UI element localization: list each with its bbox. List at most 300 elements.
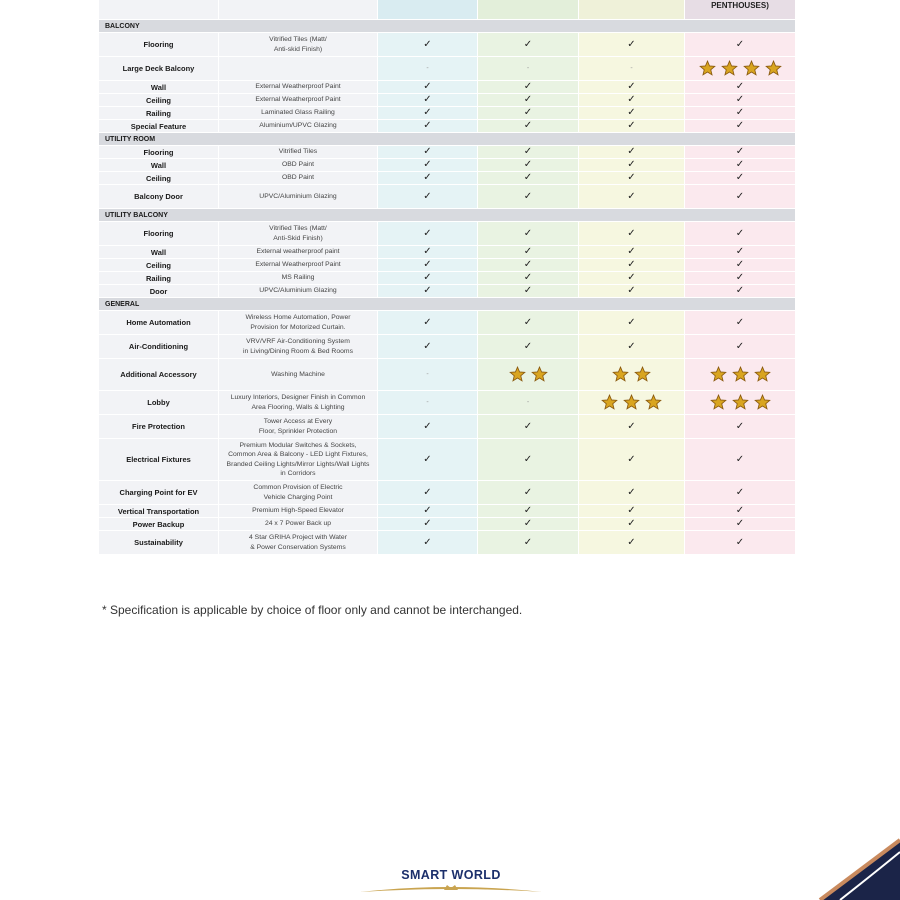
check-icon: ✓ xyxy=(523,505,533,516)
check-icon: ✓ xyxy=(523,81,533,92)
check-icon: ✓ xyxy=(523,285,533,296)
check-icon: ✓ xyxy=(735,272,745,283)
availability-cell xyxy=(685,222,795,245)
check-icon: ✓ xyxy=(523,486,533,498)
brand-logo xyxy=(356,860,546,900)
table-row xyxy=(99,107,795,120)
feature-spec: Common Provision of Electric Vehicle Charging Point xyxy=(219,481,378,504)
availability-cell xyxy=(579,439,685,480)
availability-cell xyxy=(685,531,795,554)
availability-cell xyxy=(478,505,579,517)
availability-cell xyxy=(478,518,579,530)
check-icon: ✓ xyxy=(627,316,636,328)
check-icon: ✓ xyxy=(523,340,533,352)
availability-cell xyxy=(478,481,579,504)
check-icon: ✓ xyxy=(627,453,636,465)
availability-cell xyxy=(579,172,685,184)
check-icon: ✓ xyxy=(523,94,533,105)
feature-name: Flooring xyxy=(99,146,219,158)
star-icon xyxy=(531,366,548,383)
table-row xyxy=(99,531,795,555)
dash-icon: - xyxy=(426,65,429,72)
feature-name: Balcony Door xyxy=(99,185,219,208)
section-header: UTILITY ROOM xyxy=(99,133,795,146)
header-cell-type-2 xyxy=(478,0,579,19)
star-icon xyxy=(634,366,651,383)
check-icon: ✓ xyxy=(523,159,533,170)
check-icon: ✓ xyxy=(423,38,432,50)
availability-cell xyxy=(685,107,795,119)
availability-cell xyxy=(579,246,685,258)
check-icon: ✓ xyxy=(627,518,636,529)
table-row xyxy=(99,120,795,133)
star-icon xyxy=(765,60,782,77)
check-icon: ✓ xyxy=(423,159,432,170)
availability-cell xyxy=(478,246,579,258)
availability-cell xyxy=(579,391,685,414)
table-row xyxy=(99,81,795,94)
availability-cell xyxy=(579,185,685,208)
check-icon: ✓ xyxy=(735,340,745,352)
check-icon: ✓ xyxy=(627,190,636,202)
availability-cell xyxy=(685,120,795,132)
availability-cell xyxy=(685,33,795,56)
check-icon: ✓ xyxy=(627,120,636,131)
availability-cell xyxy=(685,172,795,184)
availability-cell xyxy=(478,311,579,334)
feature-name: Home Automation xyxy=(99,311,219,334)
availability-cell xyxy=(478,107,579,119)
feature-name: Power Backup xyxy=(99,518,219,530)
availability-cell xyxy=(685,81,795,93)
check-icon: ✓ xyxy=(627,107,636,118)
table-row xyxy=(99,415,795,439)
check-icon: ✓ xyxy=(627,259,636,270)
feature-spec: MS Railing xyxy=(219,272,378,284)
check-icon: ✓ xyxy=(735,94,745,105)
table-body xyxy=(99,20,795,555)
availability-cell xyxy=(378,311,478,334)
availability-cell xyxy=(478,391,579,414)
availability-cell xyxy=(579,415,685,438)
check-icon: ✓ xyxy=(627,486,636,498)
check-icon: ✓ xyxy=(423,227,432,239)
availability-cell xyxy=(378,120,478,132)
check-icon: ✓ xyxy=(423,272,432,283)
star-icon xyxy=(601,394,618,411)
availability-cell xyxy=(579,285,685,297)
availability-cell xyxy=(478,159,579,171)
availability-cell xyxy=(378,285,478,297)
check-icon: ✓ xyxy=(523,227,533,239)
check-icon: ✓ xyxy=(423,120,432,131)
availability-cell xyxy=(685,439,795,480)
feature-spec xyxy=(219,57,378,80)
availability-cell xyxy=(478,120,579,132)
feature-name: Ceiling xyxy=(99,94,219,106)
check-icon: ✓ xyxy=(735,518,745,529)
check-icon: ✓ xyxy=(627,246,636,257)
availability-cell xyxy=(579,359,685,390)
availability-cell xyxy=(579,222,685,245)
check-icon: ✓ xyxy=(735,486,745,498)
check-icon: ✓ xyxy=(735,285,745,296)
check-icon: ✓ xyxy=(735,146,745,157)
availability-cell xyxy=(478,146,579,158)
star-rating xyxy=(710,366,771,383)
availability-cell xyxy=(478,81,579,93)
star-icon xyxy=(710,394,727,411)
check-icon: ✓ xyxy=(423,146,432,157)
star-icon xyxy=(710,366,727,383)
check-icon: ✓ xyxy=(423,172,432,183)
availability-cell xyxy=(378,33,478,56)
availability-cell xyxy=(378,81,478,93)
check-icon: ✓ xyxy=(523,190,533,202)
check-icon: ✓ xyxy=(627,227,636,239)
availability-cell xyxy=(579,311,685,334)
star-rating xyxy=(612,366,651,383)
feature-name: Air-Conditioning xyxy=(99,335,219,358)
check-icon: ✓ xyxy=(423,190,432,202)
dash-icon: - xyxy=(526,399,530,406)
star-icon xyxy=(612,366,629,383)
availability-cell xyxy=(685,505,795,517)
availability-cell xyxy=(478,335,579,358)
check-icon: ✓ xyxy=(423,316,432,328)
check-icon: ✓ xyxy=(735,159,745,170)
availability-cell xyxy=(579,94,685,106)
availability-cell xyxy=(478,172,579,184)
logo-swoosh-icon xyxy=(356,880,546,900)
star-icon xyxy=(699,60,716,77)
feature-spec: Luxury Interiors, Designer Finish in Common Area Flooring, Walls & Lighting xyxy=(219,391,378,414)
availability-cell xyxy=(579,107,685,119)
brand-name: SMART WORLD xyxy=(401,868,501,882)
feature-spec: OBD Paint xyxy=(219,172,378,184)
check-icon: ✓ xyxy=(523,316,533,328)
table-row xyxy=(99,272,795,285)
check-icon: ✓ xyxy=(523,420,533,432)
availability-cell xyxy=(378,146,478,158)
table-row xyxy=(99,285,795,298)
feature-name: Wall xyxy=(99,81,219,93)
table-row xyxy=(99,259,795,272)
feature-spec: Tower Access at Every Floor, Sprinkler Protection xyxy=(219,415,378,438)
check-icon: ✓ xyxy=(523,518,533,529)
section-header: UTILITY BALCONY xyxy=(99,209,795,222)
star-rating xyxy=(710,394,771,411)
availability-cell xyxy=(579,81,685,93)
availability-cell xyxy=(478,33,579,56)
feature-name: Electrical Fixtures xyxy=(99,439,219,480)
feature-name: Fire Protection xyxy=(99,415,219,438)
check-icon: ✓ xyxy=(735,227,745,239)
availability-cell xyxy=(685,311,795,334)
check-icon: ✓ xyxy=(423,518,432,529)
availability-cell xyxy=(478,57,579,80)
specification-table xyxy=(99,0,795,555)
table-row xyxy=(99,391,795,415)
availability-cell xyxy=(685,518,795,530)
star-icon xyxy=(732,366,749,383)
availability-cell xyxy=(579,531,685,554)
check-icon: ✓ xyxy=(523,536,533,548)
availability-cell xyxy=(478,259,579,271)
footnote: * Specification is applicable by choice of floor only and cannot be interchanged. xyxy=(102,603,523,617)
feature-name: Additional Accessory xyxy=(99,359,219,390)
availability-cell xyxy=(685,391,795,414)
availability-cell xyxy=(378,518,478,530)
header-cell-spec xyxy=(219,0,378,19)
feature-name: Flooring xyxy=(99,33,219,56)
availability-cell xyxy=(579,259,685,271)
availability-cell xyxy=(378,481,478,504)
feature-spec: Premium Modular Switches & Sockets, Common Area & Balcony - LED Light Fixtures, Branded Ceiling Lights/Mirror Lights/Wall Lights in Corridors xyxy=(219,439,378,480)
check-icon: ✓ xyxy=(627,272,636,283)
table-row xyxy=(99,57,795,81)
availability-cell xyxy=(685,335,795,358)
table-row xyxy=(99,185,795,209)
availability-cell xyxy=(579,505,685,517)
star-icon xyxy=(743,60,760,77)
availability-cell xyxy=(478,285,579,297)
feature-spec: Premium High-Speed Elevator xyxy=(219,505,378,517)
star-icon xyxy=(721,60,738,77)
availability-cell xyxy=(579,335,685,358)
availability-cell xyxy=(378,359,478,390)
check-icon: ✓ xyxy=(523,146,533,157)
table-row xyxy=(99,505,795,518)
availability-cell xyxy=(579,120,685,132)
header-cell-penthouses: PENTHOUSES) xyxy=(685,0,795,19)
table-row xyxy=(99,246,795,259)
check-icon: ✓ xyxy=(423,420,432,432)
header-cell-type-3 xyxy=(579,0,685,19)
check-icon: ✓ xyxy=(523,453,533,465)
table-row xyxy=(99,94,795,107)
feature-name: Ceiling xyxy=(99,172,219,184)
availability-cell xyxy=(685,359,795,390)
check-icon: ✓ xyxy=(735,505,745,516)
check-icon: ✓ xyxy=(423,486,432,498)
section-header: GENERAL xyxy=(99,298,795,311)
feature-spec: OBD Paint xyxy=(219,159,378,171)
availability-cell xyxy=(378,335,478,358)
check-icon: ✓ xyxy=(627,146,636,157)
check-icon: ✓ xyxy=(423,340,432,352)
feature-spec: Washing Machine xyxy=(219,359,378,390)
feature-spec: UPVC/Aluminium Glazing xyxy=(219,285,378,297)
availability-cell xyxy=(685,185,795,208)
check-icon: ✓ xyxy=(523,246,533,257)
availability-cell xyxy=(378,391,478,414)
table-row xyxy=(99,222,795,246)
table-row xyxy=(99,146,795,159)
availability-cell xyxy=(685,146,795,158)
availability-cell xyxy=(378,415,478,438)
corner-decoration-icon xyxy=(800,830,900,900)
star-icon xyxy=(732,394,749,411)
availability-cell xyxy=(378,94,478,106)
feature-name: Railing xyxy=(99,272,219,284)
feature-spec: Vitrified Tiles xyxy=(219,146,378,158)
availability-cell xyxy=(478,94,579,106)
availability-cell xyxy=(685,481,795,504)
check-icon: ✓ xyxy=(423,107,432,118)
feature-spec: Vitrified Tiles (Matt/ Anti-Skid Finish) xyxy=(219,222,378,245)
feature-spec: 24 x 7 Power Back up xyxy=(219,518,378,530)
feature-name: Door xyxy=(99,285,219,297)
availability-cell xyxy=(378,185,478,208)
availability-cell xyxy=(378,172,478,184)
availability-cell xyxy=(685,246,795,258)
availability-cell xyxy=(378,439,478,480)
check-icon: ✓ xyxy=(627,172,636,183)
availability-cell xyxy=(579,146,685,158)
availability-cell xyxy=(579,272,685,284)
dash-icon: - xyxy=(426,399,429,406)
feature-spec: External weatherproof paint xyxy=(219,246,378,258)
feature-spec: Laminated Glass Railing xyxy=(219,107,378,119)
star-rating xyxy=(509,366,548,383)
feature-spec: Vitrified Tiles (Matt/ Anti-skid Finish) xyxy=(219,33,378,56)
check-icon: ✓ xyxy=(735,453,745,465)
availability-cell xyxy=(378,246,478,258)
check-icon: ✓ xyxy=(523,172,533,183)
dash-icon: - xyxy=(630,65,633,72)
table-row xyxy=(99,172,795,185)
check-icon: ✓ xyxy=(735,81,745,92)
availability-cell xyxy=(378,57,478,80)
feature-name: Special Feature xyxy=(99,120,219,132)
star-icon xyxy=(754,394,771,411)
availability-cell xyxy=(579,518,685,530)
feature-name: Wall xyxy=(99,159,219,171)
availability-cell xyxy=(478,439,579,480)
check-icon: ✓ xyxy=(627,38,636,50)
availability-cell xyxy=(378,159,478,171)
availability-cell xyxy=(579,159,685,171)
header-cell-type-1 xyxy=(378,0,478,19)
feature-spec: 4 Star GRIHA Project with Water & Power Conservation Systems xyxy=(219,531,378,554)
feature-spec: Wireless Home Automation, Power Provision for Motorized Curtain. xyxy=(219,311,378,334)
availability-cell xyxy=(378,272,478,284)
feature-spec: UPVC/Aluminium Glazing xyxy=(219,185,378,208)
availability-cell xyxy=(478,531,579,554)
availability-cell xyxy=(685,285,795,297)
check-icon: ✓ xyxy=(423,81,432,92)
check-icon: ✓ xyxy=(735,420,745,432)
check-icon: ✓ xyxy=(423,285,432,296)
check-icon: ✓ xyxy=(735,536,745,548)
table-row xyxy=(99,33,795,57)
star-icon xyxy=(754,366,771,383)
feature-spec: External Weatherproof Paint xyxy=(219,81,378,93)
star-icon xyxy=(645,394,662,411)
availability-cell xyxy=(378,259,478,271)
availability-cell xyxy=(579,33,685,56)
availability-cell xyxy=(378,531,478,554)
feature-spec: VRV/VRF Air-Conditioning System in Living/Dining Room & Bed Rooms xyxy=(219,335,378,358)
feature-name: Railing xyxy=(99,107,219,119)
feature-spec: External Weatherproof Paint xyxy=(219,94,378,106)
availability-cell xyxy=(378,505,478,517)
feature-name: Vertical Transportation xyxy=(99,505,219,517)
availability-cell xyxy=(685,259,795,271)
check-icon: ✓ xyxy=(523,38,533,50)
availability-cell xyxy=(579,481,685,504)
check-icon: ✓ xyxy=(523,272,533,283)
table-row xyxy=(99,335,795,359)
availability-cell xyxy=(478,415,579,438)
table-row xyxy=(99,518,795,531)
feature-spec: Aluminium/UPVC Glazing xyxy=(219,120,378,132)
feature-name: Flooring xyxy=(99,222,219,245)
check-icon: ✓ xyxy=(523,120,533,131)
check-icon: ✓ xyxy=(735,259,745,270)
check-icon: ✓ xyxy=(423,453,432,465)
check-icon: ✓ xyxy=(735,316,745,328)
star-rating xyxy=(601,394,662,411)
check-icon: ✓ xyxy=(627,420,636,432)
check-icon: ✓ xyxy=(627,340,636,352)
check-icon: ✓ xyxy=(627,81,636,92)
availability-cell xyxy=(685,57,795,80)
header-row xyxy=(99,0,795,20)
header-cell-feature xyxy=(99,0,219,19)
check-icon: ✓ xyxy=(423,536,432,548)
availability-cell xyxy=(685,94,795,106)
table-row xyxy=(99,439,795,481)
check-icon: ✓ xyxy=(627,536,636,548)
feature-name: Wall xyxy=(99,246,219,258)
check-icon: ✓ xyxy=(735,38,745,50)
check-icon: ✓ xyxy=(423,259,432,270)
check-icon: ✓ xyxy=(423,94,432,105)
table-row xyxy=(99,311,795,335)
star-icon xyxy=(623,394,640,411)
star-rating xyxy=(699,60,782,77)
check-icon: ✓ xyxy=(523,259,533,270)
feature-name: Sustainability xyxy=(99,531,219,554)
check-icon: ✓ xyxy=(735,172,745,183)
check-icon: ✓ xyxy=(627,285,636,296)
feature-spec: External Weatherproof Paint xyxy=(219,259,378,271)
table-row xyxy=(99,481,795,505)
availability-cell xyxy=(378,222,478,245)
table-row xyxy=(99,359,795,391)
check-icon: ✓ xyxy=(735,190,745,202)
table-row xyxy=(99,159,795,172)
feature-name: Charging Point for EV xyxy=(99,481,219,504)
check-icon: ✓ xyxy=(735,107,745,118)
check-icon: ✓ xyxy=(735,120,745,131)
feature-name: Lobby xyxy=(99,391,219,414)
check-icon: ✓ xyxy=(627,505,636,516)
availability-cell xyxy=(685,159,795,171)
availability-cell xyxy=(685,415,795,438)
availability-cell xyxy=(478,272,579,284)
section-header: BALCONY xyxy=(99,20,795,33)
availability-cell xyxy=(378,107,478,119)
check-icon: ✓ xyxy=(523,107,533,118)
star-icon xyxy=(509,366,526,383)
check-icon: ✓ xyxy=(627,94,636,105)
availability-cell xyxy=(478,222,579,245)
availability-cell xyxy=(579,57,685,80)
check-icon: ✓ xyxy=(735,246,745,257)
